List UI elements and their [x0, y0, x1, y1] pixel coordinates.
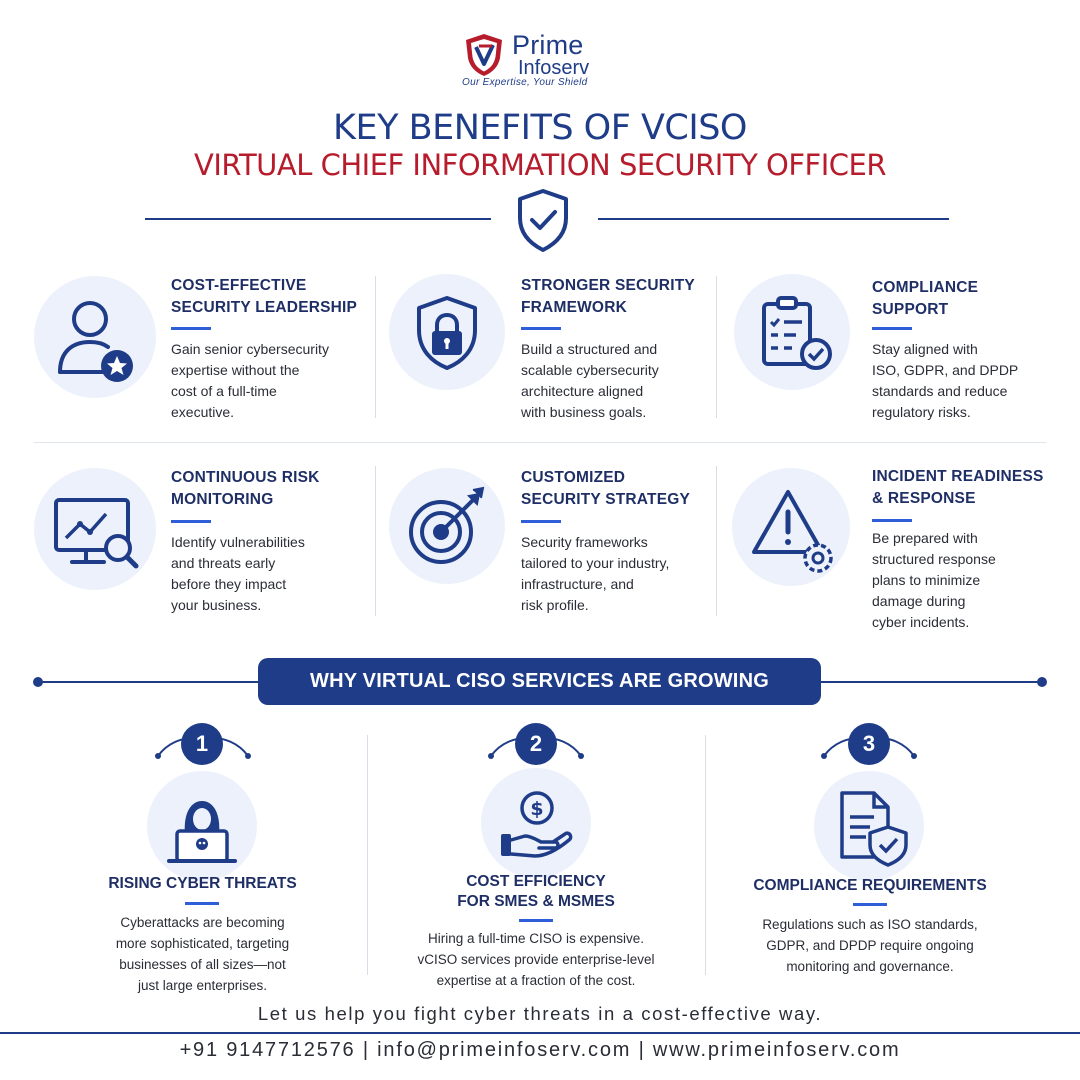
- benefit-description: Stay aligned with ISO, GDPR, and DPDP standards and reduce regulatory risks.: [872, 341, 1019, 420]
- benefit-icon-bg: [732, 468, 850, 586]
- benefit-card-framework: [389, 270, 709, 430]
- contact-footer: +91 9147712576 | info@primeinfoserv.com | www.primeinfoserv.com: [179, 1039, 901, 1061]
- benefit-icon-bg: [389, 468, 505, 584]
- logo-tagline: Our Expertise, Your Shield: [462, 77, 588, 88]
- benefit-icon-bg: [34, 276, 156, 398]
- benefit-card-cost-effective: [34, 270, 364, 430]
- grid-separator: [375, 466, 376, 616]
- grid-row-separator: [34, 442, 1046, 443]
- growing-item-1: [80, 716, 325, 996]
- growing-description: Regulations such as ISO standards, GDPR, and DPDP require ongoing monitoring and governance.: [762, 917, 978, 974]
- column-separator: [367, 735, 368, 975]
- title-divider-right: [598, 218, 949, 220]
- benefit-description: Build a structured and scalable cybersecurity architecture aligned with business goals.: [521, 341, 659, 420]
- benefit-title-underline: [521, 520, 561, 523]
- growing-title-underline: [853, 903, 887, 906]
- logo-name-line2: Infoserv: [518, 57, 590, 79]
- benefit-title-underline: [171, 327, 211, 330]
- growing-item-3: [735, 716, 1005, 996]
- banner-line-left: [38, 681, 260, 683]
- benefit-title-underline: [521, 327, 561, 330]
- grid-separator: [375, 276, 376, 418]
- step-number-badge: 1: [181, 723, 223, 765]
- benefit-title: CUSTOMIZED SECURITY STRATEGY: [521, 469, 691, 508]
- benefit-title: COMPLIANCE SUPPORT: [872, 279, 979, 318]
- brand-logo: [462, 30, 622, 92]
- column-separator: [705, 735, 706, 975]
- benefit-description: Be prepared with structured response plans to minimize damage during cyber incidents.: [872, 530, 996, 630]
- svg-text:$: $: [530, 798, 544, 820]
- benefit-title-underline: [872, 327, 912, 330]
- growing-description: Hiring a full-time CISO is expensive. vCISO services provide enterprise-level expertise at a fraction of the cost.: [417, 931, 655, 988]
- growing-item-2: [398, 716, 674, 996]
- growing-icon-bg: [147, 771, 257, 881]
- benefit-icon-bg: [734, 274, 850, 390]
- logo-name-line1: Prime: [512, 30, 584, 60]
- growing-title-underline: [519, 919, 553, 922]
- shield-check-icon: [516, 188, 570, 259]
- benefit-card-incident: [732, 462, 1062, 642]
- benefit-title: COST-EFFECTIVE SECURITY LEADERSHIP: [171, 277, 358, 316]
- benefit-title-underline: [171, 520, 211, 523]
- growing-icon-bg: [814, 771, 924, 881]
- banner-line-dot-right: [1037, 677, 1047, 687]
- benefit-title: STRONGER SECURITY FRAMEWORK: [521, 277, 695, 316]
- logo-shield-icon: [462, 32, 506, 83]
- growing-description: Cyberattacks are becoming more sophisticated, targeting businesses of all sizes—not just large enterprises.: [115, 915, 290, 993]
- grid-separator: [716, 466, 717, 616]
- growing-icon-bg: [481, 768, 591, 878]
- step-number-badge: 3: [848, 723, 890, 765]
- banner-line-right: [820, 681, 1042, 683]
- benefit-card-compliance: [734, 270, 1054, 430]
- growing-title: COST EFFICIENCY FOR SMES & MSMES: [457, 873, 615, 910]
- benefit-icon-bg: [389, 274, 505, 390]
- benefit-card-monitoring: [34, 462, 364, 632]
- benefit-icon-bg: [34, 468, 156, 590]
- page-title: KEY BENEFITS OF VCISO: [333, 108, 747, 148]
- call-to-action: Let us help you fight cyber threats in a cost-effective way.: [257, 1003, 823, 1024]
- benefit-title: CONTINUOUS RISK MONITORING: [171, 469, 320, 508]
- step-number-badge: 2: [515, 723, 557, 765]
- footer-divider: [0, 1032, 1080, 1034]
- section-banner: WHY VIRTUAL CISO SERVICES ARE GROWING: [258, 658, 821, 705]
- page-subtitle: VIRTUAL CHIEF INFORMATION SECURITY OFFICER: [194, 148, 886, 182]
- benefit-description: Security frameworks tailored to your industry, infrastructure, and risk profile.: [521, 534, 670, 613]
- benefit-title-underline: [872, 519, 912, 522]
- grid-separator: [716, 276, 717, 418]
- title-divider-left: [145, 218, 491, 220]
- benefit-description: Identify vulnerabilities and threats early before they impact your business.: [171, 534, 305, 613]
- growing-title: RISING CYBER THREATS: [108, 875, 297, 892]
- benefit-card-strategy: [389, 462, 709, 632]
- growing-title-underline: [185, 902, 219, 905]
- benefit-description: Gain senior cybersecurity expertise without the cost of a full-time executive.: [171, 341, 329, 420]
- growing-title: COMPLIANCE REQUIREMENTS: [753, 877, 987, 894]
- benefit-title: INCIDENT READINESS & RESPONSE: [872, 468, 1044, 507]
